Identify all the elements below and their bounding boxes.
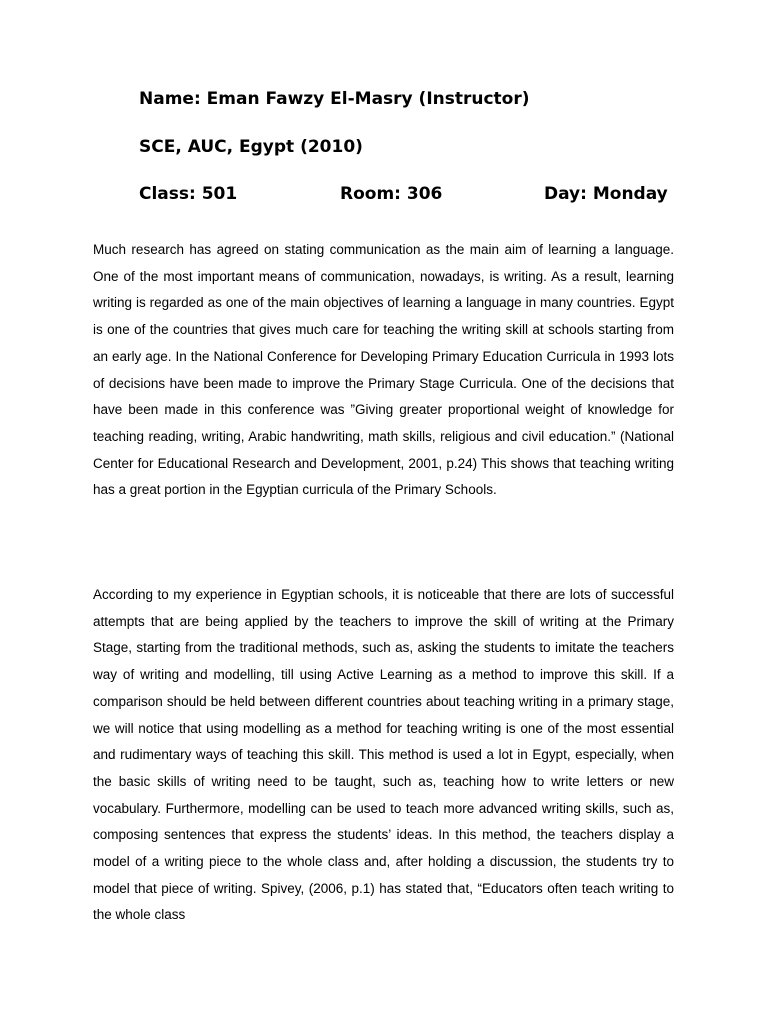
class-info-row xyxy=(0,184,768,204)
room-label: Room: 306 xyxy=(340,184,443,204)
body-paragraph-2: According to my experience in Egyptian schools, it is noticeable that there are lots of successful attempts that are being applied by the teachers to improve the skill of writing at the Primary Stage, starting from the traditional methods, such as, asking the students to imitate the teachers way of writing and modelling, till using Active Learning as a method to improve this skill. If a comparison should be held between different countries about teaching writing in a primary stage, we will notice that using modelling as a method for teaching writing is one of the most essential and rudimentary ways of teaching this skill. This method is used a lot in Egypt, especially, when the basic skills of writing need to be taught, such as, teaching how to write letters or new vocabulary. Furthermore, modelling can be used to teach more advanced writing skills, such as, composing sentences that express the students’ ideas. In this method, the teachers display a model of a writing piece to the whole class and, after holding a discussion, the students try to model that piece of writing. Spivey, (2006, p.1) has stated that, “Educators often teach writing to the whole class xyxy=(93,587,674,923)
day-label: Day: Monday xyxy=(544,184,668,204)
instructor-name: Name: Eman Fawzy El-Masry (Instructor) xyxy=(139,89,530,109)
body-paragraph-1: Much research has agreed on stating communication as the main aim of learning a language. One of the most important means of communication, nowadays, is writing. As a result, learning writing is regarded as one of the main objectives of learning a language in many countries. Egypt is one of the countries that gives much care for teaching the writing skill at schools starting from an early age. In the National Conference for Developing Primary Education Curricula in 1993 lots of decisions have been made to improve the Primary Stage Curricula. One of the decisions that have been made in this conference was ”Giving greater proportional weight of knowledge for teaching reading, writing, Arabic handwriting, math skills, religious and civil education.” (National Center for Educational Research and Development, 2001, p.24) This shows that teaching writing has a great portion in the Egyptian curricula of the Primary Schools. xyxy=(93,242,674,498)
institution-line: SCE, AUC, Egypt (2010) xyxy=(139,137,363,157)
class-label: Class: 501 xyxy=(139,184,238,204)
